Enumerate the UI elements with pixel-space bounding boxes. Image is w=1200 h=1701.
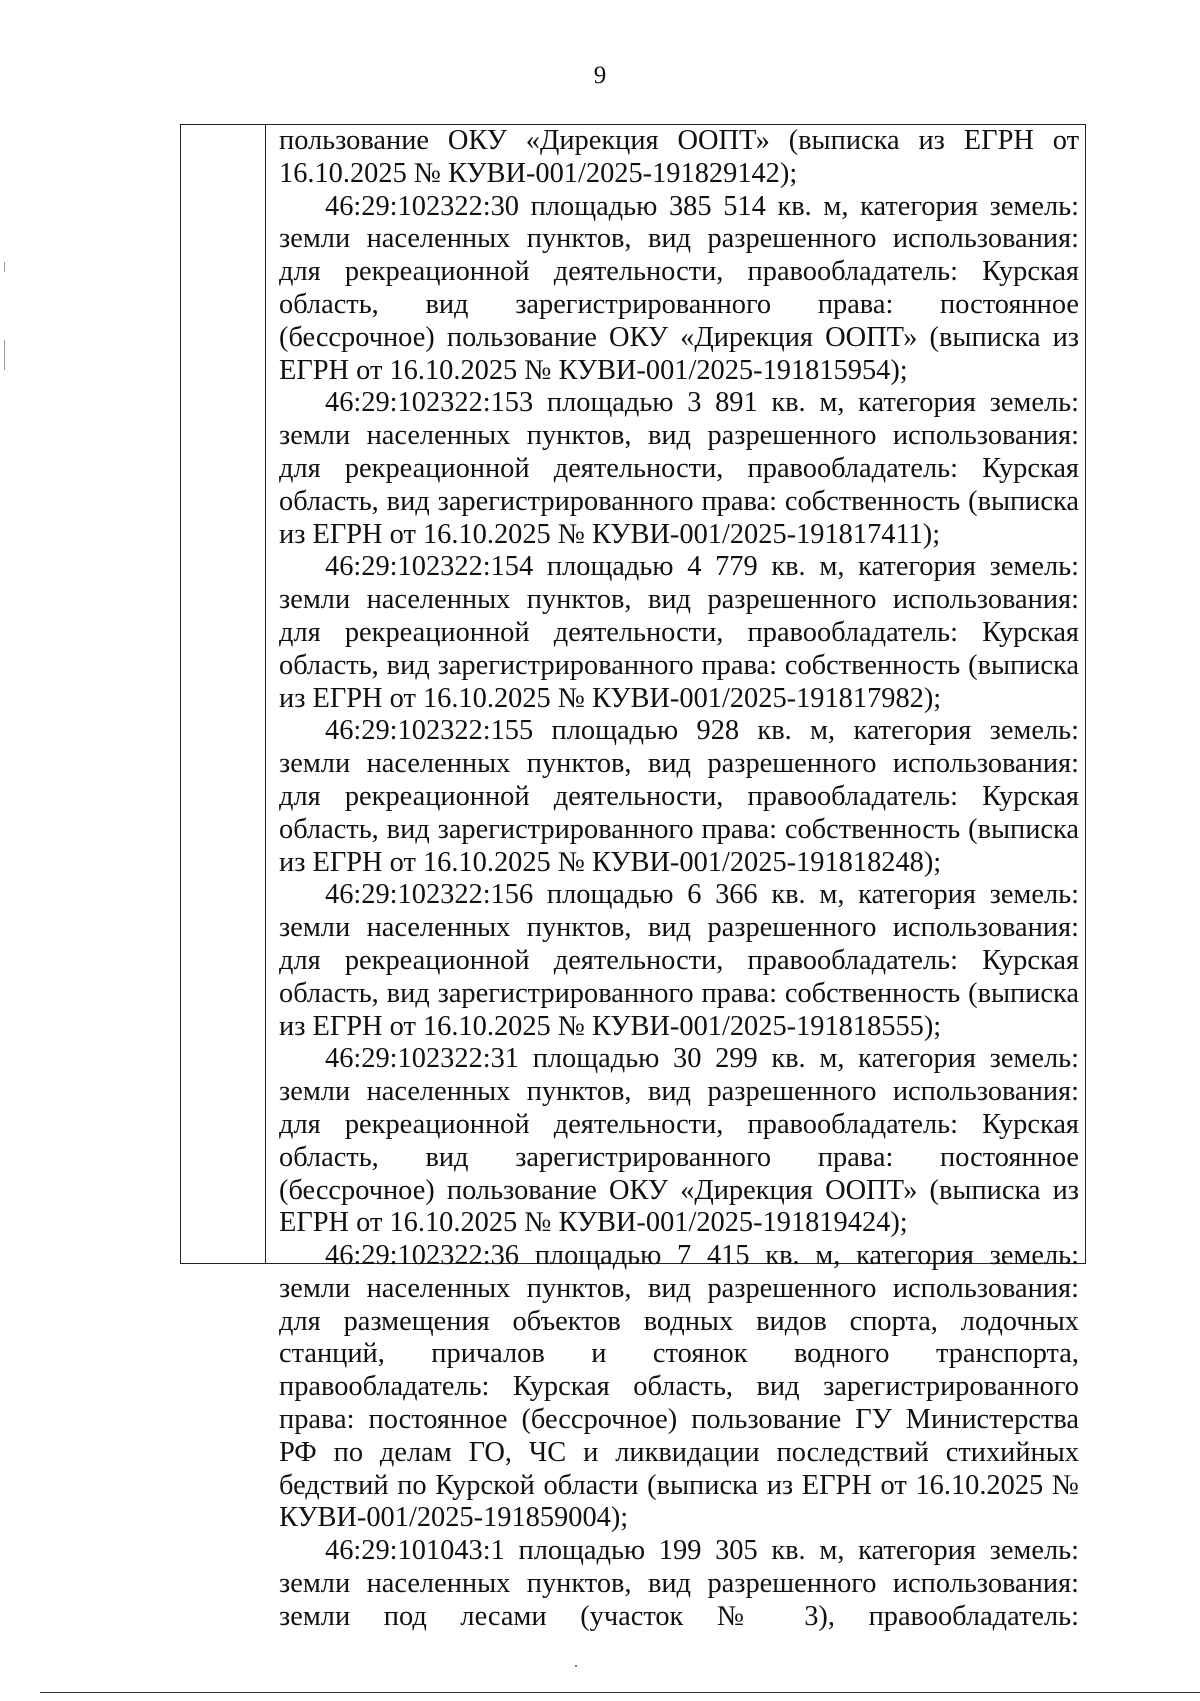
column-divider: [265, 125, 266, 1263]
table-text-cell: [279, 125, 1079, 1634]
paragraph: 46:29:102322:155 площадью 928 кв. м, категория земель: земли населенных пунктов, вид разрешенного использования: для рекреационной деятельности, правообладатель: Курская область, вид зарегистрированного права: собственность (выписка из ЕГРН от 16.10.2025 № КУВИ-001/2025-191818248);: [279, 715, 1079, 878]
paragraph: 46:29:102322:36 площадью 7 415 кв. м, категория земель: земли населенных пунктов, вид разрешенного использования: для размещения объектов водных видов спорта, лодочных станций, причалов и стоянок водного транспорта, правообладатель: Курская область, вид зарегистрированного права: постоянное (бессрочное) пользование ГУ Министерства РФ по делам ГО, ЧС и ликвидации последствий стихийных бедствий по Курской области (выписка из ЕГРН от 16.10.2025 № КУВИ-001/2025-191859004);: [279, 1240, 1079, 1534]
paragraph: пользование ОКУ «Дирекция ООПТ» (выписка из ЕГРН от 16.10.2025 № КУВИ-001/2025-191829142);: [279, 125, 1079, 189]
scan-artifact: [4, 340, 5, 370]
scan-artifact: [4, 262, 5, 272]
paragraph: 46:29:102322:156 площадью 6 366 кв. м, категория земель: земли населенных пунктов, вид разрешенного использования: для рекреационной деятельности, правообладатель: Курская область, вид зарегистрированного права: собственность (выписка из ЕГРН от 16.10.2025 № КУВИ-001/2025-191818555);: [279, 879, 1079, 1042]
paragraph: 46:29:101043:1 площадью 199 305 кв. м, категория земель: земли населенных пунктов, вид разрешенного использования: земли под лесами (участок № 3), правообладатель:: [279, 1535, 1079, 1632]
paragraph: 46:29:102322:153 площадью 3 891 кв. м, категория земель: земли населенных пунктов, вид разрешенного использования: для рекреационной деятельности, правообладатель: Курская область, вид зарегистрированного права: собственность (выписка из ЕГРН от 16.10.2025 № КУВИ-001/2025-191817411);: [279, 387, 1079, 550]
scan-artifact: [575, 1665, 577, 1667]
paragraph: 46:29:102322:30 площадью 385 514 кв. м, категория земель: земли населенных пунктов, вид разрешенного использования: для рекреационной деятельности, правообладатель: Курская область, вид зарегистрированного права: постоянное (бессрочное) пользование ОКУ «Дирекция ООПТ» (выписка из ЕГРН от 16.10.2025 № КУВИ-001/2025-191815954);: [279, 190, 1079, 386]
paragraph: 46:29:102322:154 площадью 4 779 кв. м, категория земель: земли населенных пунктов, вид разрешенного использования: для рекреационной деятельности, правообладатель: Курская область, вид зарегистрированного права: собственность (выписка из ЕГРН от 16.10.2025 № КУВИ-001/2025-191817982);: [279, 551, 1079, 714]
document-table: [180, 124, 1086, 1632]
paragraph: 46:29:102322:31 площадью 30 299 кв. м, категория земель: земли населенных пунктов, вид разрешенного использования: для рекреационной деятельности, правообладатель: Курская область, вид зарегистрированного права: постоянное (бессрочное) пользование ОКУ «Дирекция ООПТ» (выписка из ЕГРН от 16.10.2025 № КУВИ-001/2025-191819424);: [279, 1043, 1079, 1239]
page-number: 9: [593, 62, 607, 89]
bottom-rule: [40, 1692, 1200, 1693]
